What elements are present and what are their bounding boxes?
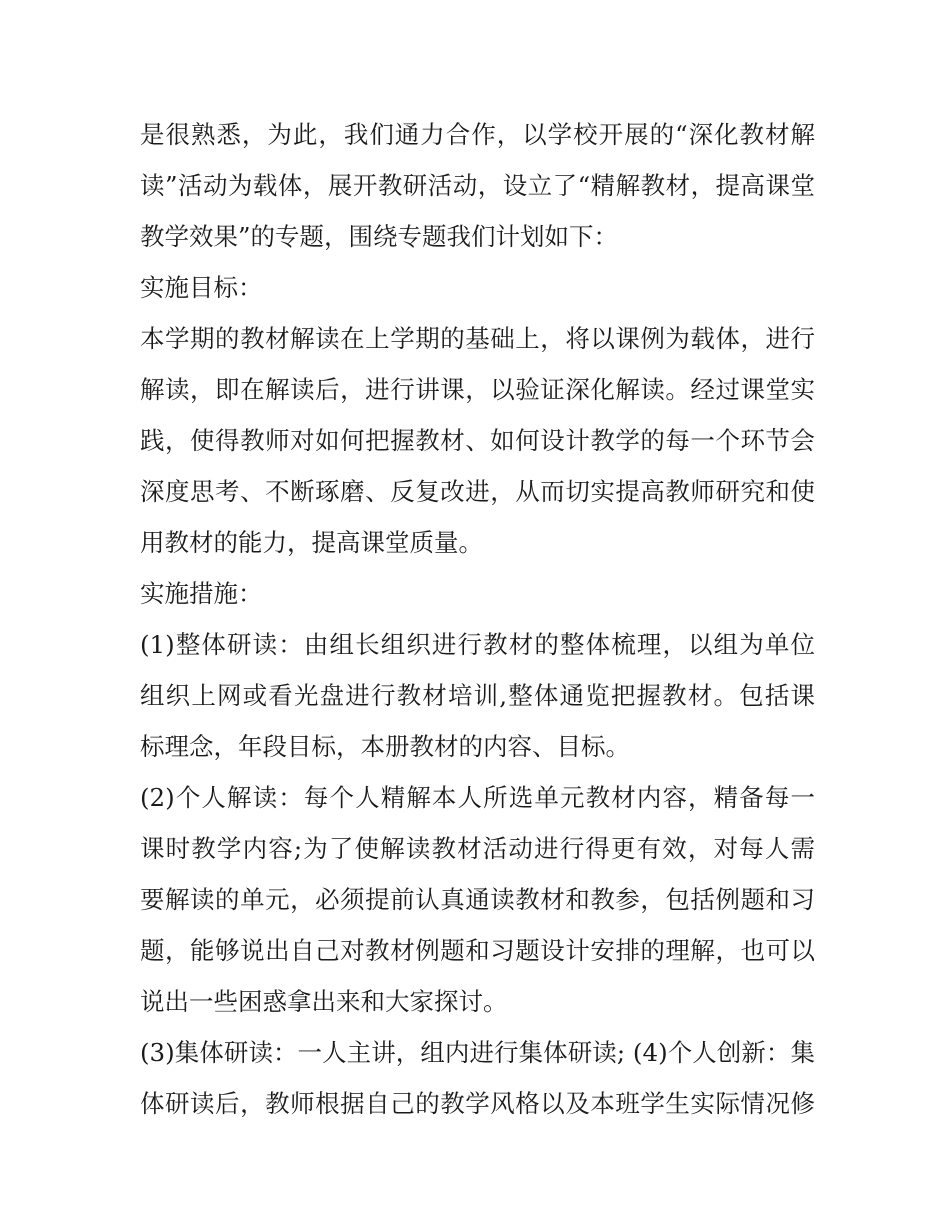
section-heading-measures: 实施措施： xyxy=(140,579,263,608)
text-line-13: 标理念，年段目标，本册教材的内容、目标。 xyxy=(140,732,630,761)
text-line-9: 用教材的能力，提高课堂质量。 xyxy=(140,528,483,557)
text-line-7: 践，使得教师对如何把握教材、如何设计教学的每一个环节会 xyxy=(140,426,815,455)
text-line-16: 要解读的单元，必须提前认真通读教材和教参，包括例题和习 xyxy=(140,885,815,914)
text-line-11: (1)整体研读：由组长组织进行教材的整体梳理，以组为单位 xyxy=(140,630,815,659)
document-body xyxy=(140,109,815,1129)
section-heading-goals: 实施目标： xyxy=(140,273,263,302)
text-line-12: 组织上网或看光盘进行教材培训,整体通览把握教材。包括课 xyxy=(140,681,815,710)
text-line-19: (3)集体研读：一人主讲，组内进行集体研读; (4)个人创新：集 xyxy=(140,1038,815,1067)
text-line-6: 解读，即在解读后，进行讲课，以验证深化解读。经过课堂实 xyxy=(140,375,815,404)
text-line-18: 说出一些困惑拿出来和大家探讨。 xyxy=(140,987,508,1016)
text-line-15: 课时教学内容;为了使解读教材活动进行得更有效，对每人需 xyxy=(140,834,815,863)
text-line-14: (2)个人解读：每个人精解本人所选单元教材内容，精备每一 xyxy=(140,783,815,812)
text-line-1: 是很熟悉，为此，我们通力合作，以学校开展的“深化教材解 xyxy=(140,120,815,149)
text-line-5: 本学期的教材解读在上学期的基础上，将以课例为载体，进行 xyxy=(140,324,815,353)
text-line-8: 深度思考、不断琢磨、反复改进，从而切实提高教师研究和使 xyxy=(140,477,815,506)
text-line-17: 题，能够说出自己对教材例题和习题设计安排的理解，也可以 xyxy=(140,936,815,965)
text-line-3: 教学效果”的专题，围绕专题我们计划如下： xyxy=(140,222,619,251)
text-line-20: 体研读后，教师根据自己的教学风格以及本班学生实际情况修 xyxy=(140,1089,815,1118)
text-line-2: 读”活动为载体，展开教研活动，设立了“精解教材，提高课堂 xyxy=(140,171,815,200)
